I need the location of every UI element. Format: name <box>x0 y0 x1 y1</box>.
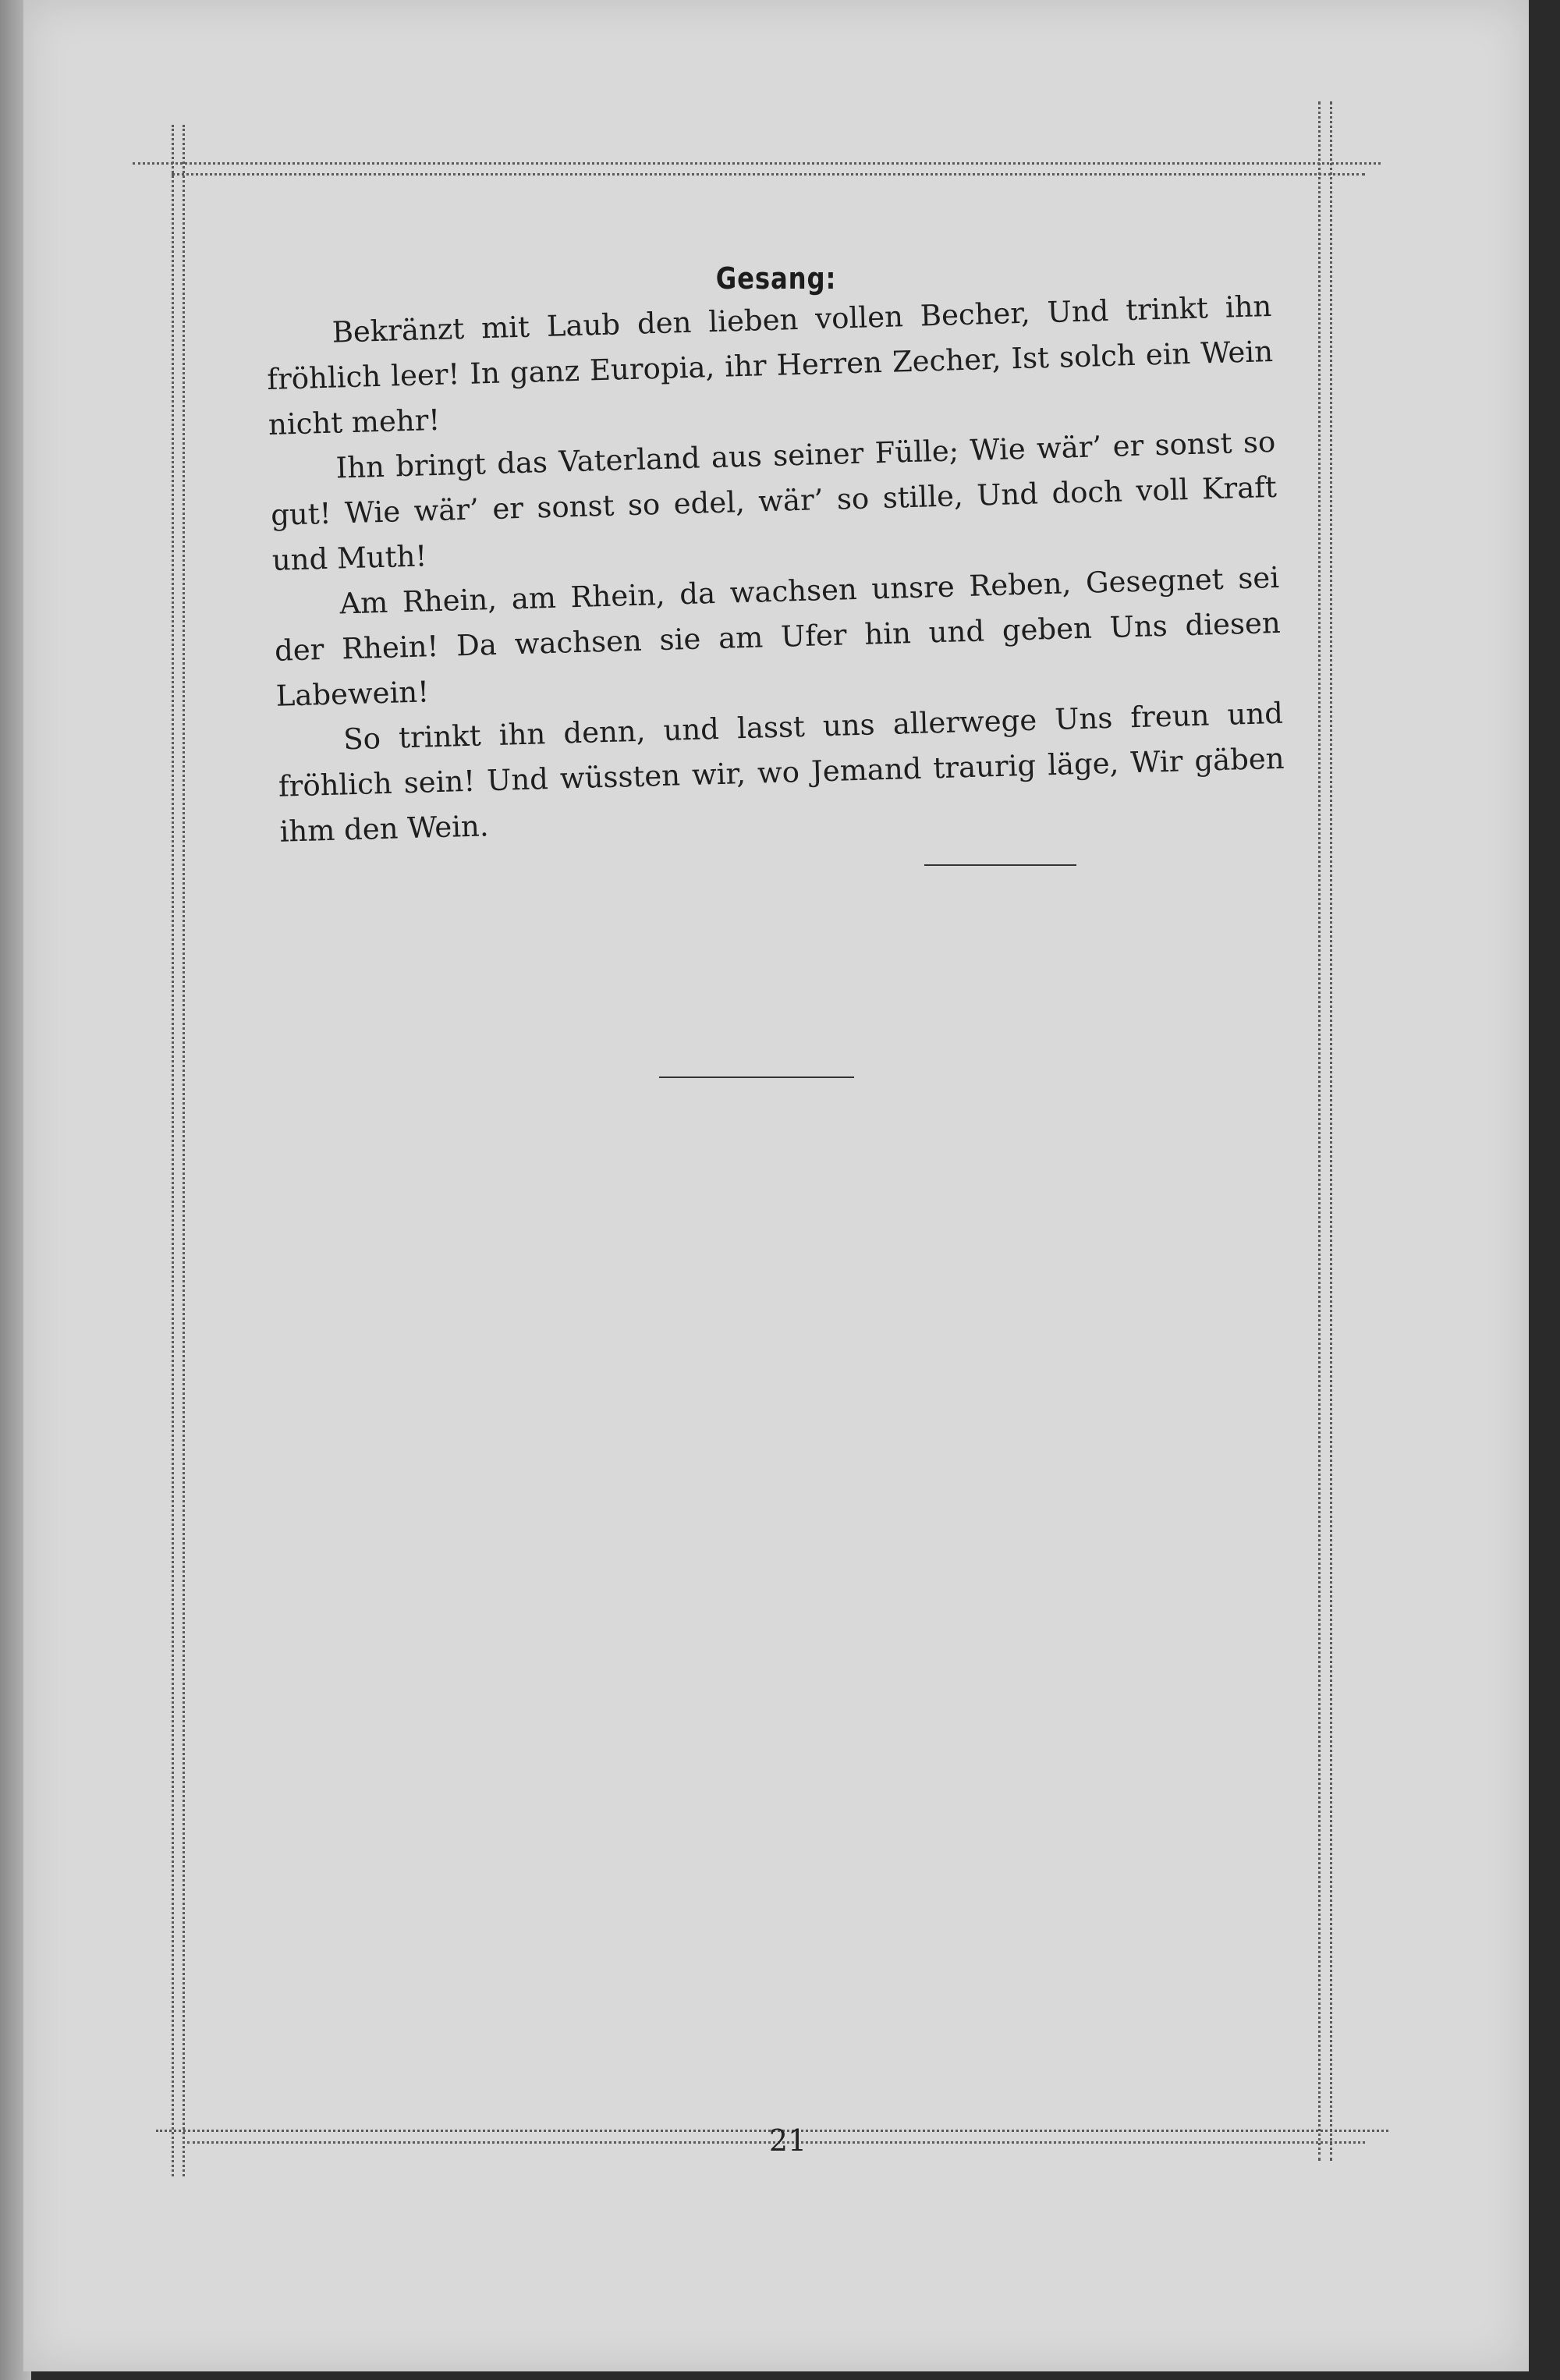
stanza-3: Am Rhein, am Rhein, da wachsen unsre Reben, Gesegnet sei der Rhein! Da wachsen sie am Ufer hin und geben Uns diesen Labewein! <box>274 560 1282 713</box>
frame-left-line <box>172 125 174 2176</box>
section-divider-rule <box>659 1076 854 1078</box>
stanza-2: Ihn bringt das Vaterland aus seiner Fülle; Wie wär’ er sonst so gut! Wie wär’ er sonst so edel, wär’ so stille, Und doch voll Kraft und Muth! <box>270 424 1278 577</box>
song-text <box>265 284 1286 855</box>
section-heading: Gesang: <box>715 261 837 296</box>
stanza-4: So trinkt ihn denn, und lasst uns allerwege Uns freun und fröhlich sein! Und wüssten wir, wo Jemand traurig läge, Wir gäben ihm den Wein. <box>278 696 1285 849</box>
page-number: 21 <box>768 2123 807 2158</box>
frame-top-line-inner <box>172 173 1365 176</box>
frame-right-line-inner <box>1330 101 1332 2161</box>
end-rule <box>924 864 1076 866</box>
stanza-1: Bekränzt mit Laub den lieben vollen Becher, Und trinkt ihn fröhlich leer! In ganz Europia, ihr Herren Zecher, Ist solch ein Wein nicht mehr! <box>266 289 1274 442</box>
book-page <box>23 0 1529 2371</box>
frame-top-line <box>133 162 1381 165</box>
frame-left-line-inner <box>183 125 185 2176</box>
frame-right-line <box>1318 101 1321 2161</box>
